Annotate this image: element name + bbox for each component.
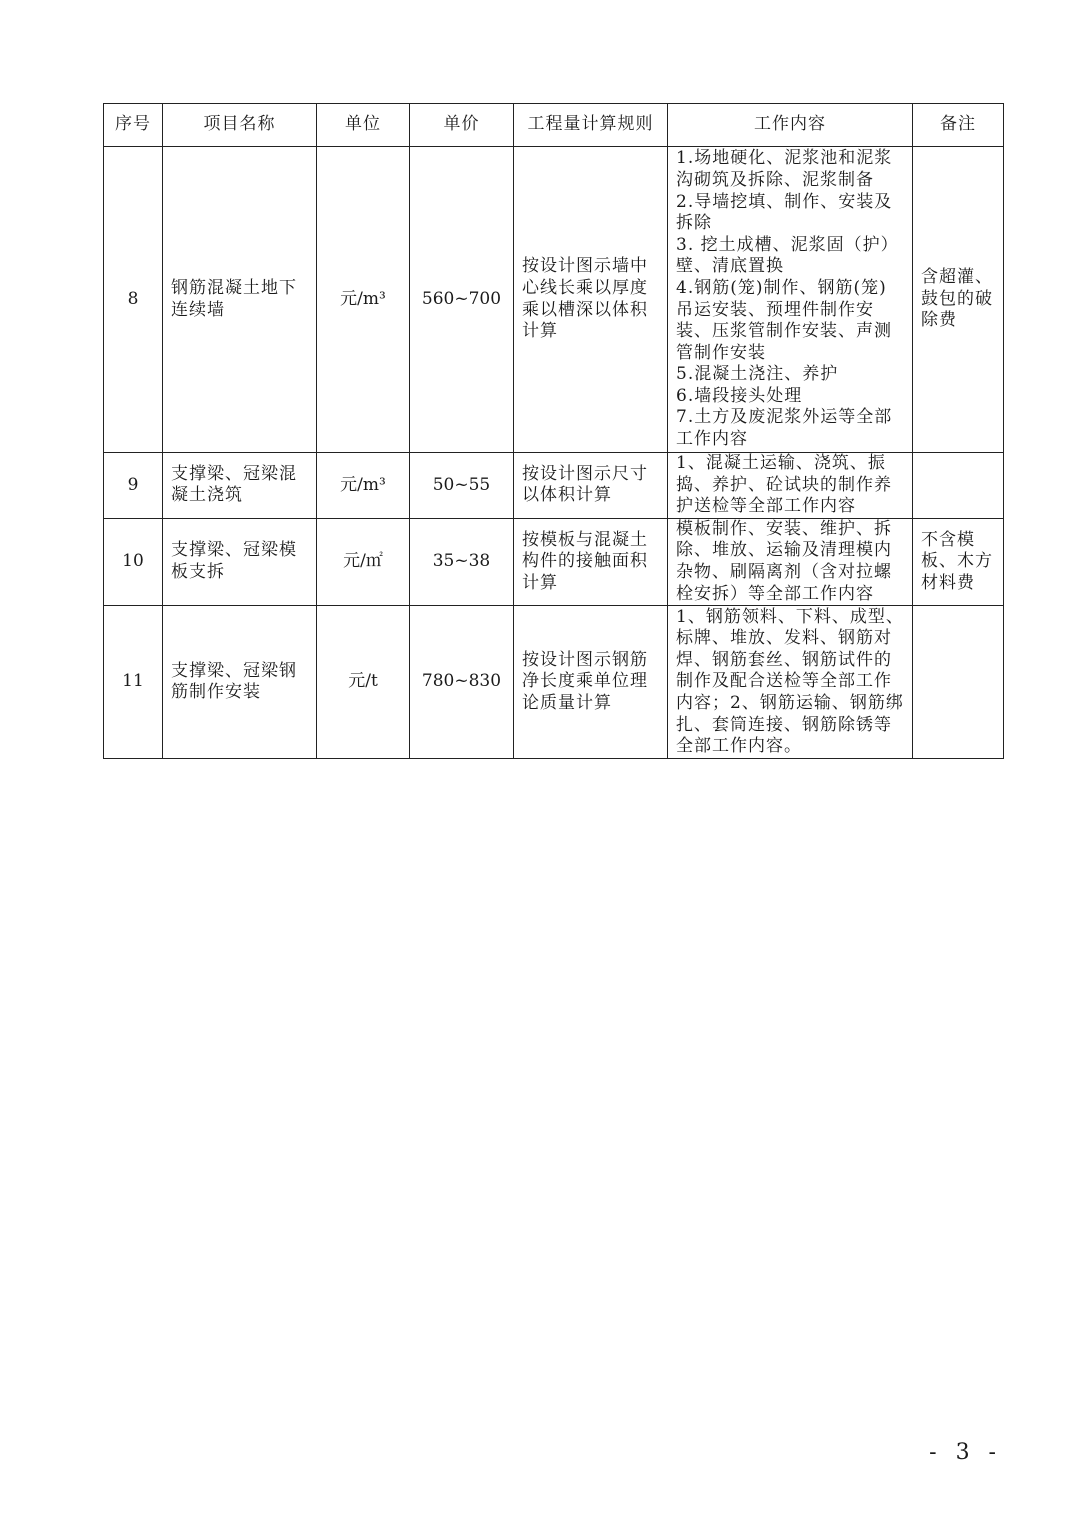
table-row (104, 606, 1004, 759)
cell-name: 支撑梁、冠梁混凝土浇筑 (163, 453, 317, 519)
cell-rule: 按设计图示钢筋净长度乘单位理论质量计算 (514, 606, 668, 759)
cell-no: 9 (104, 453, 163, 519)
cell-no: 10 (104, 518, 163, 605)
cell-work (668, 147, 913, 453)
cell-rule: 按模板与混凝土构件的接触面积计算 (514, 518, 668, 605)
cell-unit: 元/m³ (317, 453, 410, 519)
work-line: 5.混凝土浇注、养护 (676, 364, 839, 385)
cell-price: 35~38 (410, 518, 514, 605)
price-table (103, 103, 1004, 759)
cell-unit: 元/㎡ (317, 518, 410, 605)
cell-work (668, 453, 913, 519)
cell-unit: 元/m³ (317, 147, 410, 453)
work-line: 模板制作、安装、维护、拆除、堆放、运输及清理模内杂物、刷隔离剂（含对拉螺栓安拆）等全部工作内容 (676, 518, 892, 604)
work-line: 6.墙段接头处理 (676, 385, 803, 406)
cell-note: 含超灌、鼓包的破除费 (913, 147, 1004, 453)
cell-rule: 按设计图示尺寸以体积计算 (514, 453, 668, 519)
cell-note (913, 453, 1004, 519)
header-price: 单价 (410, 104, 514, 147)
cell-rule: 按设计图示墙中心线长乘以厚度乘以槽深以体积计算 (514, 147, 668, 453)
cell-note: 不含模板、木方材料费 (913, 518, 1004, 605)
work-line: 1、混凝土运输、浇筑、振捣、养护、砼试块的制作养护送检等全部工作内容 (676, 453, 892, 517)
work-line: 4.钢筋(笼)制作、钢筋(笼)吊运安装、预埋件制作安装、压浆管制作安装、声测管制作安装 (676, 277, 892, 363)
header-name: 项目名称 (163, 104, 317, 147)
header-no: 序号 (104, 104, 163, 147)
cell-no: 8 (104, 147, 163, 453)
table-row (104, 518, 1004, 605)
table-header-row (104, 104, 1004, 147)
table-row (104, 453, 1004, 519)
cell-work (668, 606, 913, 759)
table-row (104, 147, 1004, 453)
header-unit: 单位 (317, 104, 410, 147)
header-note: 备注 (913, 104, 1004, 147)
work-line: 7.土方及废泥浆外运等全部工作内容 (676, 407, 893, 450)
page-number: - 3 - (929, 1440, 1002, 1465)
cell-note (913, 606, 1004, 759)
work-line: 3. 挖土成槽、泥浆固（护）壁、清底置换 (676, 234, 899, 277)
work-line: 1.场地硬化、泥浆池和泥浆沟砌筑及拆除、泥浆制备 (676, 148, 893, 190)
work-line: 2.导墙挖填、制作、安装及拆除 (676, 191, 893, 234)
header-work: 工作内容 (668, 104, 913, 147)
work-line: 1、钢筋领料、下料、成型、标牌、堆放、发料、钢筋对焊、钢筋套丝、钢筋试件的制作及配合送检等全部工作内容；2、钢筋运输、钢筋绑扎、套筒连接、钢筋除锈等全部工作内容。 (676, 606, 904, 757)
cell-price: 50~55 (410, 453, 514, 519)
cell-price: 560~700 (410, 147, 514, 453)
cell-price: 780~830 (410, 606, 514, 759)
header-rule: 工程量计算规则 (514, 104, 668, 147)
cell-unit: 元/t (317, 606, 410, 759)
cell-name: 支撑梁、冠梁模板支拆 (163, 518, 317, 605)
cell-work (668, 518, 913, 605)
cell-name: 钢筋混凝土地下连续墙 (163, 147, 317, 453)
cell-no: 11 (104, 606, 163, 759)
cell-name: 支撑梁、冠梁钢筋制作安装 (163, 606, 317, 759)
